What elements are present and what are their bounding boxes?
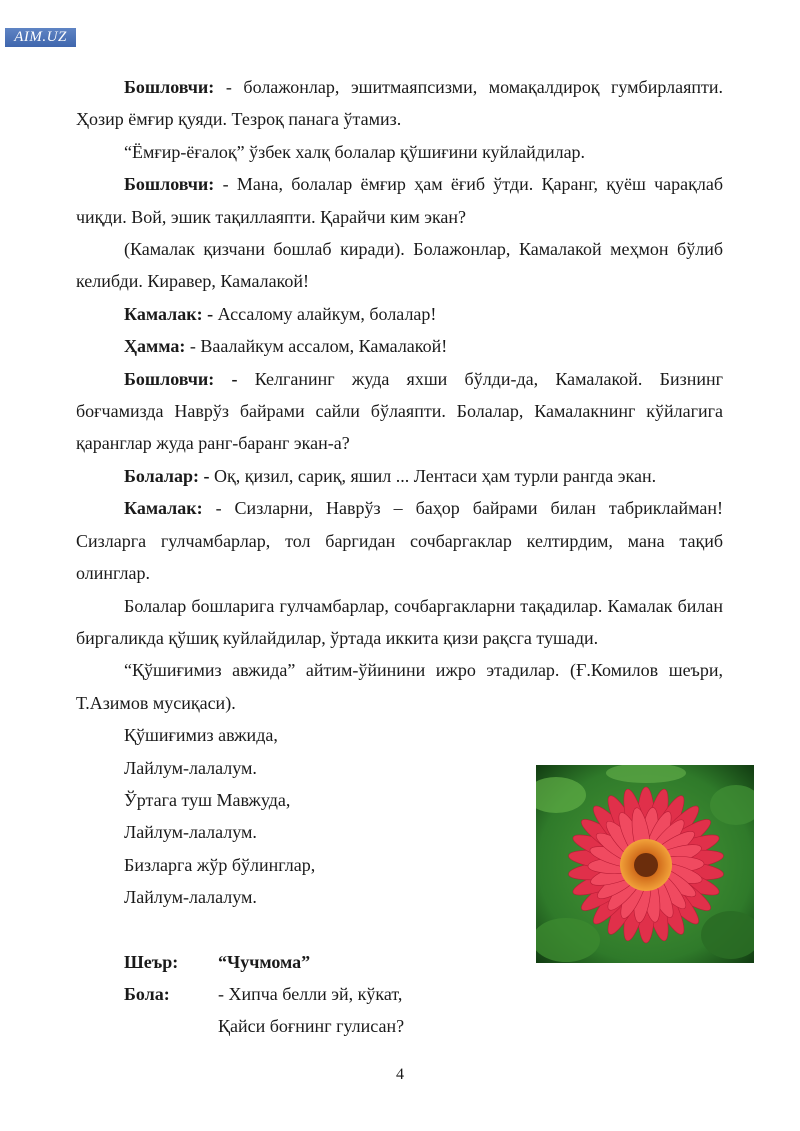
verse-line: - Хипча белли эй, кўкат, — [218, 983, 403, 1004]
paragraph-9 — [76, 492, 723, 589]
paragraph-5 — [76, 298, 723, 330]
poem-line: Лайлум-лалалум. — [124, 887, 257, 908]
speaker-label: Камалак: - — [124, 303, 214, 324]
poem-line: Лайлум-лалалум. — [124, 757, 257, 778]
paragraph-text: (Камалак қизчани бошлаб киради). Болажонлар, Камалакой меҳмон бўлиб келибди. Киравер, Камалакой! — [76, 239, 723, 292]
paragraph-text: - Мана, болалар ёмғир ҳам ёғиб ўтди. Қаранг, қуёш чарақлаб чиқди. Вой, эшик тақиллаяпти. Қарайчи ким экан? — [76, 174, 723, 227]
paragraph-text: Ассалому алайкум, болалар! — [213, 303, 437, 324]
page-number: 4 — [396, 1066, 404, 1083]
paragraph-10 — [76, 590, 723, 655]
paragraph-8 — [76, 460, 723, 492]
poem-line: Лайлум-лалалум. — [124, 822, 257, 843]
speaker-label: Ҳамма: — [124, 336, 186, 357]
speaker-label: Камалак: — [124, 498, 203, 519]
speaker-label: Болалар: - — [124, 465, 210, 486]
paragraph-1 — [76, 71, 723, 136]
verse-speaker: Бола: — [124, 983, 170, 1004]
speaker-label: Бошловчи: — [124, 77, 215, 97]
verse-line-row — [76, 1010, 723, 1042]
verse-label: Шеър: — [124, 951, 179, 972]
paragraph-text: Келганинг жуда яхши бўлди-да, Камалакой. Бизнинг боғчамизда Наврўз байрами сайли бўлаяпти. Болалар, Камалакнинг кўйлагига қаранглар жуда ранг-баранг экан-а? — [76, 368, 723, 454]
paragraph-text: Болалар бошларига гулчамбарлар, сочбаргакларни тақадилар. Камалак билан биргаликда қўшиқ куйлайдилар, ўртада иккита қизи рақсга тушади. — [76, 595, 723, 648]
paragraph-7 — [76, 363, 723, 460]
red-gerbera-flower-icon — [536, 765, 754, 963]
paragraph-text: “Ёмғир-ёғалоқ” ўзбек халқ болалар қўшиғини куйлайдилар. — [124, 141, 586, 162]
paragraph-text: Оқ, қизил, сариқ, яшил ... Лентаси ҳам турли рангда экан. — [209, 465, 657, 486]
paragraph-6 — [76, 330, 723, 362]
flower-image — [536, 765, 754, 963]
paragraph-text: - Сизларни, Наврўз – баҳор байрами билан табриклайман! Сизларга гулчамбарлар, тол баргидан сочбаргаклар келтирдим, мана тақиб олинглар. — [76, 498, 723, 584]
paragraph-text: - болажонлар, эшитмаяпсизми, момақалдироқ гумбирлаяпти. Ҳозир ёмғир қуяди. Тезроқ панага ўтамиз. — [76, 77, 723, 130]
poem-line: Қўшиғимиз авжида, — [124, 725, 278, 746]
paragraph-11 — [76, 654, 723, 719]
verse-title: “Чучмома” — [218, 951, 311, 972]
paragraph-text: - Ваалайкум ассалом, Камалакой! — [185, 336, 448, 357]
speaker-label: Бошловчи: - — [124, 368, 238, 389]
paragraph-3 — [76, 168, 723, 233]
speaker-label: Бошловчи: — [124, 174, 215, 195]
verse-line-row — [76, 978, 723, 1010]
poem-line: Ўртага туш Мавжуда, — [124, 789, 291, 810]
paragraph-2 — [76, 136, 723, 168]
site-logo: AIM.UZ — [5, 28, 76, 47]
verse-speaker-empty — [124, 1010, 218, 1042]
poem-line: Бизларга жўр бўлинглар, — [124, 854, 316, 875]
verse-line: Қайси боғнинг гулисан? — [218, 1016, 405, 1037]
paragraph-4 — [76, 233, 723, 298]
paragraph-text: “Қўшиғимиз авжида” айтим-ўйинини ижро этадилар. (Ғ.Комилов шеъри, Т.Азимов мусиқаси). — [76, 660, 723, 713]
